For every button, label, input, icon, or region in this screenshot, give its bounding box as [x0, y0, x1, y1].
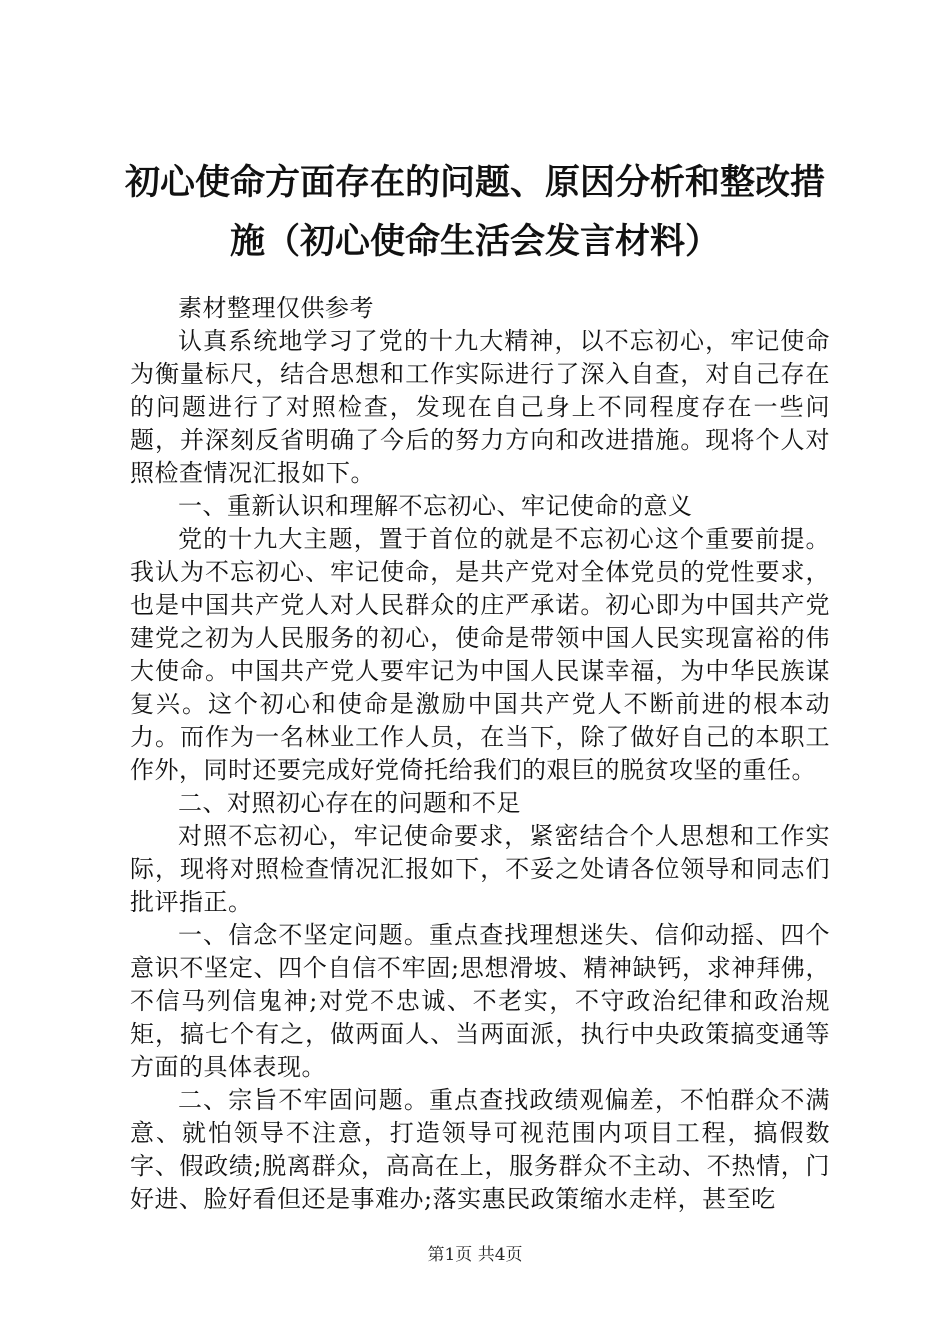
paragraph-intro: 认真系统地学习了党的十九大精神，以不忘初心，牢记使命为衡量标尺，结合思想和工作实际进行了深入自查，对自己存在的问题进行了对照检查，发现在自己身上不同程度存在一些问题，并深刻反省明确了今后的努力方向和改进措施。现将个人对照检查情况汇报如下。 [130, 327, 830, 487]
section-heading-1: 一、重新认识和理解不忘初心、牢记使命的意义 [178, 492, 693, 520]
document-title-line-1: 初心使命方面存在的问题、原因分析和整改措 [124, 162, 825, 203]
document-title-line-2: 施（初心使命生活会发言材料） [229, 221, 720, 262]
paragraph-section-1: 党的十九大主题，置于首位的就是不忘初心这个重要前提。我认为不忘初心、牢记使命，是共产党对全体党员的党性要求，也是中国共产党人对人民群众的庄严承诺。初心即为中国共产党建党之初为人民服务的初心，使命是带领中国人民实现富裕的伟大使命。中国共产党人要牢记为中国人民谋幸福，为中华民族谋复兴。这个初心和使命是激励中国共产党人不断前进的根本动力。而作为一名林业工作人员，在当下，除了做好自己的本职工作外，同时还要完成好党倚托给我们的艰巨的脱贫攻坚的重任。 [130, 525, 830, 784]
paragraph-item-1: 一、信念不坚定问题。重点查找理想迷失、信仰动摇、四个意识不坚定、四个自信不牢固;思想滑坡、精神缺钙，求神拜佛，不信马列信鬼神;对党不忠诚、不老实，不守政治纪律和政治规矩，搞七个有之，做两面人、当两面派，执行中央政策搞变通等方面的具体表现。 [130, 921, 830, 1081]
paragraph-section-2: 对照不忘初心，牢记使命要求，紧密结合个人思想和工作实际，现将对照检查情况汇报如下，不妥之处请各位领导和同志们批评指正。 [130, 822, 830, 916]
paragraph-item-2: 二、宗旨不牢固问题。重点查找政绩观偏差，不怕群众不满意、就怕领导不注意，打造领导可视范围内项目工程，搞假数字、假政绩;脱离群众，高高在上，服务群众不主动、不热情，门好进、脸好看但还是事难办;落实惠民政策缩水走样，甚至吃 [130, 1086, 830, 1213]
paragraph-note: 素材整理仅供参考 [178, 294, 374, 322]
section-heading-2: 二、对照初心存在的问题和不足 [178, 789, 521, 817]
document-body [130, 292, 830, 1216]
page-footer: 第1页 共4页 [427, 1245, 523, 1265]
